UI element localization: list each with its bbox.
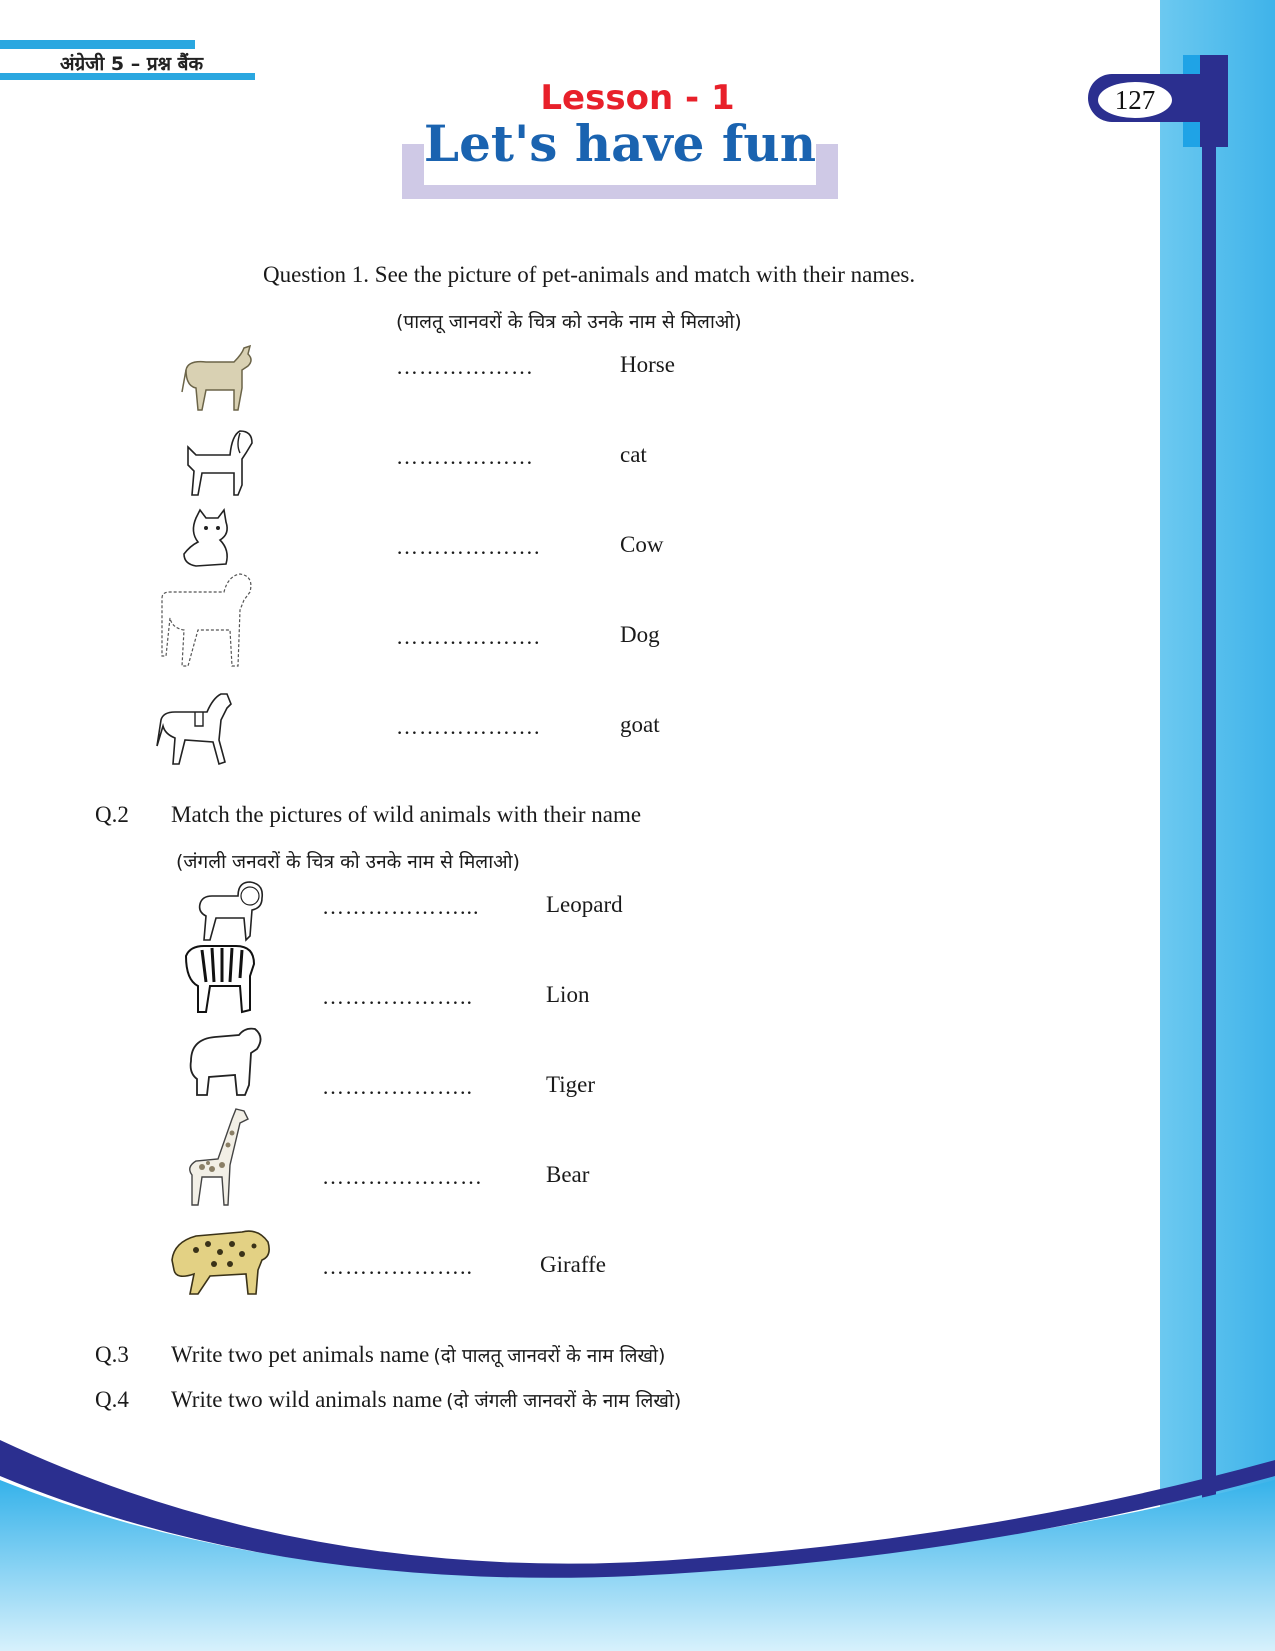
horse-picture: [155, 690, 240, 770]
dog-picture: [180, 425, 255, 500]
q3-hindi: (दो पालतू जानवरों के नाम लिखो): [433, 1345, 666, 1367]
q2-answer-blank[interactable]: ………………..: [322, 984, 473, 1009]
page-number: 127: [1098, 82, 1172, 118]
book-label: अंग्रेजी 5 – प्रश्न बैंक: [60, 53, 204, 75]
lesson-label: Lesson - 1: [540, 78, 735, 118]
q1-answer-blank[interactable]: ………………: [396, 354, 534, 379]
q2-hindi: (जंगली जनवरों के चित्र को उनके नाम से मिलाओ): [176, 851, 520, 873]
q2-answer-blank[interactable]: ………………...: [322, 894, 480, 919]
q1-name-option: Cow: [620, 532, 664, 557]
q2-name-option: Giraffe: [540, 1252, 606, 1277]
tiger-picture: [180, 942, 260, 1020]
bear-picture: [185, 1025, 265, 1103]
q2-number: Q.2: [95, 802, 129, 827]
lesson-title: Let's have fun: [423, 114, 817, 173]
q1-answer-blank[interactable]: ……………….: [396, 534, 541, 559]
q1-answer-blank[interactable]: ………………: [396, 444, 534, 469]
side-stripe: [1202, 55, 1216, 1555]
q2-prompt: Match the pictures of wild animals with their name: [171, 802, 642, 827]
q1-name-option: Dog: [620, 622, 660, 647]
leopard-picture: [166, 1222, 276, 1302]
goat-picture: [158, 570, 258, 675]
q3-prompt: Write two pet animals name: [171, 1342, 430, 1367]
q1-answer-blank[interactable]: ……………….: [396, 624, 541, 649]
q1-name-option: goat: [620, 712, 660, 737]
q1-answer-blank[interactable]: ……………….: [396, 714, 541, 739]
q2-answer-blank[interactable]: ………………..: [322, 1074, 473, 1099]
q4-number: Q.4: [95, 1387, 129, 1412]
q1-hindi: (पालतू जानवरों के चित्र को उनके नाम से मिलाओ): [396, 311, 742, 333]
bottom-wave: [0, 1440, 1275, 1651]
q2-name-option: Bear: [546, 1162, 590, 1187]
side-decoration: [1160, 0, 1275, 1651]
q2-name-option: Tiger: [546, 1072, 595, 1097]
q1-name-option: cat: [620, 442, 647, 467]
cat-picture: [176, 508, 246, 573]
header-band: [0, 40, 195, 49]
q3-number: Q.3: [95, 1342, 129, 1367]
q4-prompt: Write two wild animals name: [171, 1387, 443, 1412]
q4-line: [171, 1387, 681, 1413]
q2-name-option: Leopard: [546, 892, 623, 917]
q2-name-option: Lion: [546, 982, 590, 1007]
q2-answer-blank[interactable]: …………………: [322, 1164, 483, 1189]
q3-line: [171, 1342, 665, 1368]
giraffe-picture: [178, 1105, 258, 1215]
cow-picture: [176, 340, 256, 415]
lion-picture: [192, 880, 267, 945]
q1-name-option: Horse: [620, 352, 675, 377]
q1-prompt: Question 1. See the picture of pet-animals and match with their names.: [263, 262, 916, 287]
q4-hindi: (दो जंगली जानवरों के नाम लिखो): [446, 1390, 682, 1412]
q2-answer-blank[interactable]: ………………..: [322, 1254, 473, 1279]
